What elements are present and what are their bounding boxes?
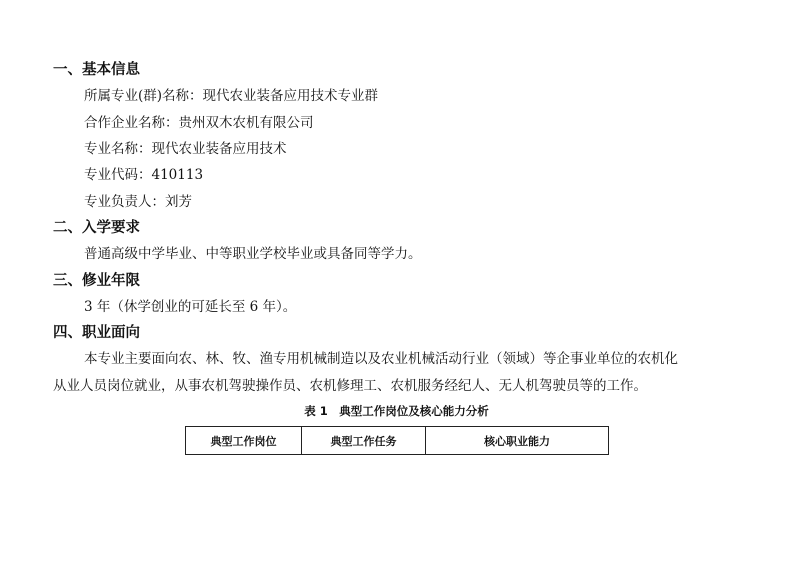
section-heading-duration: 三、修业年限: [53, 273, 140, 289]
partner-company-name: 合作企业名称：贵州双木农机有限公司: [84, 115, 314, 131]
job-analysis-table: [185, 426, 609, 455]
column-header-typical-task: 典型工作任务: [302, 427, 426, 455]
major-leader: 专业负责人：刘芳: [84, 194, 192, 210]
column-header-core-ability: 核心职业能力: [426, 427, 609, 455]
study-duration: 3 年（休学创业的可延长至 6 年）。: [84, 299, 297, 315]
career-paragraph-line-2: 从业人员岗位就业，从事农机驾驶操作员、农机修理工、农机服务经纪人、无人机驾驶员等的工作。: [53, 378, 647, 394]
section-heading-basic-info: 一、基本信息: [53, 62, 140, 78]
column-header-typical-job: 典型工作岗位: [186, 427, 302, 455]
admission-requirement: 普通高级中学毕业、中等职业学校毕业或具备同等学力。: [84, 246, 422, 262]
major-code: 专业代码：410113: [84, 167, 204, 183]
career-paragraph-line-1: 本专业主要面向农、林、牧、渔专用机械制造以及农业机械活动行业（领域）等企事业单位的农机化: [84, 351, 678, 367]
section-heading-career: 四、职业面向: [53, 325, 140, 341]
section-heading-admission: 二、入学要求: [53, 220, 140, 236]
table-caption: 表 1 典型工作岗位及核心能力分析: [304, 404, 489, 418]
table-header-row: [186, 427, 609, 455]
professional-group-name: 所属专业(群)名称：现代农业装备应用技术专业群: [84, 88, 379, 104]
major-name: 专业名称：现代农业装备应用技术: [84, 141, 287, 157]
